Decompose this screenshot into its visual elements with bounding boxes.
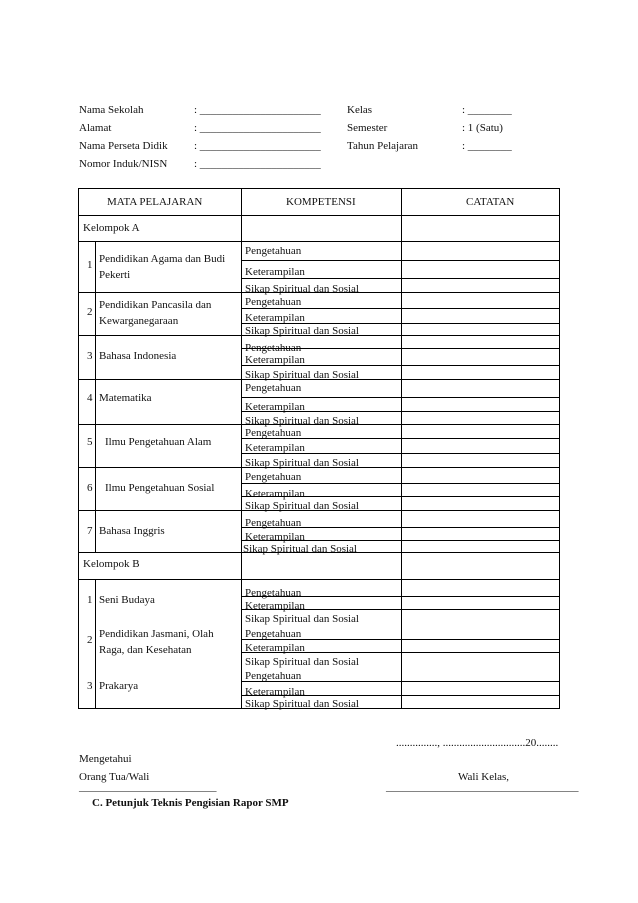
table-rule — [95, 467, 96, 510]
subject-no: 3 — [87, 680, 93, 692]
table-rule — [241, 365, 559, 366]
competency-skills: Keterampilan — [245, 442, 305, 454]
competency-knowledge: Pengetahuan — [245, 382, 302, 394]
subject-name: Prakarya — [99, 680, 139, 692]
subject-name: Seni Budaya — [99, 594, 155, 606]
school-name-value: : ______________________ — [194, 104, 321, 116]
competency-knowledge: Pengetahuan — [245, 342, 302, 354]
table-rule — [241, 681, 559, 682]
competency-skills: Keterampilan — [245, 642, 305, 654]
class-label: Kelas — [347, 104, 373, 116]
competency-attitude: Sikap Spiritual dan Sosial — [245, 325, 359, 337]
competency-skills: Keterampilan — [245, 686, 305, 698]
competency-attitude: Sikap Spiritual dan Sosial — [245, 369, 359, 381]
semester-value: : 1 (Satu) — [462, 122, 503, 134]
subject-no: 7 — [87, 525, 93, 537]
table-rule — [95, 510, 96, 552]
table-rule — [241, 260, 559, 261]
student-name-value: : ______________________ — [194, 140, 321, 152]
competency-skills: Keterampilan — [245, 531, 305, 543]
header-competency: KOMPETENSI — [286, 196, 356, 208]
table-rule — [79, 379, 559, 380]
table-rule — [241, 438, 559, 439]
competency-attitude: Sikap Spiritual dan Sosial — [245, 415, 359, 427]
table-rule — [241, 483, 559, 484]
table-rule — [95, 241, 96, 292]
table-rule — [241, 397, 559, 398]
subject-no: 2 — [87, 634, 93, 646]
competency-attitude: Sikap Spiritual dan Sosial — [245, 500, 359, 512]
subject-name: Pendidikan Pancasila dan Kewarganegaraan — [99, 299, 212, 327]
address-label: Alamat — [79, 122, 112, 134]
subject-name: Pendidikan Jasmani, Olah Raga, dan Kesehatan — [99, 628, 214, 656]
parent-signature-line: _________________________ — [79, 781, 217, 793]
table-rule — [241, 278, 559, 279]
competency-attitude: Sikap Spiritual dan Sosial — [243, 543, 357, 555]
competency-knowledge: Pengetahuan — [245, 587, 302, 599]
subject-name: Pendidikan Agama dan Budi Pekerti — [99, 253, 226, 281]
table-rule — [79, 292, 559, 293]
table-rule — [95, 579, 96, 622]
academic-year-value: : ________ — [462, 140, 512, 152]
table-rule — [241, 527, 559, 528]
acknowledge-label: Mengetahui — [79, 753, 132, 765]
competency-skills: Keterampilan — [245, 312, 305, 324]
competency-skills: Keterampilan — [245, 401, 305, 413]
competency-skills: Keterampilan — [245, 266, 305, 278]
subject-no: 1 — [87, 594, 93, 606]
table-rule — [241, 652, 559, 653]
table-rule — [241, 695, 559, 696]
table-rule — [401, 189, 402, 708]
table-rule — [241, 308, 559, 309]
competency-attitude: Sikap Spiritual dan Sosial — [245, 283, 359, 295]
table-rule — [241, 411, 559, 412]
table-rule — [95, 424, 96, 467]
header-subject: MATA PELAJARAN — [107, 196, 203, 208]
table-rule — [79, 424, 559, 425]
header-notes: CATATAN — [466, 196, 515, 208]
competency-knowledge: Pengetahuan — [245, 628, 302, 640]
table-rule — [241, 323, 559, 324]
table-rule — [241, 496, 559, 497]
competency-skills: Keterampilan — [245, 600, 305, 612]
table-rule — [241, 189, 242, 708]
competency-attitude: Sikap Spiritual dan Sosial — [245, 698, 359, 710]
table-rule — [241, 540, 559, 541]
subject-no: 2 — [87, 306, 93, 318]
competency-knowledge: Pengetahuan — [245, 670, 302, 682]
subject-no: 5 — [87, 436, 93, 448]
subject-no: 4 — [87, 392, 93, 404]
subject-no: 6 — [87, 482, 93, 494]
subject-name: Bahasa Indonesia — [99, 350, 177, 362]
group-b-label: Kelompok B — [83, 558, 140, 570]
competency-attitude: Sikap Spiritual dan Sosial — [245, 613, 359, 625]
class-value: : ________ — [462, 104, 512, 116]
competency-attitude: Sikap Spiritual dan Sosial — [245, 656, 359, 668]
table-rule — [95, 335, 96, 379]
competency-knowledge: Pengetahuan — [245, 296, 302, 308]
competency-knowledge: Pengetahuan — [245, 471, 302, 483]
table-rule — [95, 292, 96, 335]
competency-knowledge: Pengetahuan — [245, 245, 302, 257]
table-rule — [241, 609, 559, 610]
group-a-label: Kelompok A — [83, 222, 140, 234]
date-line: ..............., ..............................20........ — [396, 737, 559, 749]
table-rule — [241, 639, 559, 640]
subject-name: Ilmu Pengetahuan Sosial — [105, 482, 215, 494]
table-rule — [79, 241, 559, 242]
table-rule — [79, 335, 559, 336]
table-rule — [241, 453, 559, 454]
table-rule — [79, 215, 559, 216]
competency-skills: Keterampilan — [245, 354, 305, 366]
parent-label: Orang Tua/Wali — [79, 771, 150, 783]
competency-knowledge: Pengetahuan — [245, 427, 302, 439]
subject-name: Bahasa Inggris — [99, 525, 165, 537]
grades-table — [78, 188, 560, 709]
table-rule — [241, 348, 559, 349]
table-rule — [79, 467, 559, 468]
table-rule — [95, 622, 96, 665]
table-rule — [79, 510, 559, 511]
table-rule — [241, 596, 559, 597]
student-name-label: Nama Perseta Didik — [79, 140, 168, 152]
table-rule — [95, 379, 96, 424]
subject-name: Matematika — [99, 392, 152, 404]
address-value: : ______________________ — [194, 122, 321, 134]
semester-label: Semester — [347, 122, 388, 134]
table-rule — [79, 579, 559, 580]
competency-skills: Keterampilan — [245, 488, 305, 500]
subject-no: 1 — [87, 259, 93, 271]
competency-knowledge: Pengetahuan — [245, 517, 302, 529]
table-rule — [95, 665, 96, 708]
subject-no: 3 — [87, 350, 93, 362]
subject-name: Ilmu Pengetahuan Alam — [105, 436, 212, 448]
competency-attitude: Sikap Spiritual dan Sosial — [245, 457, 359, 469]
homeroom-signature-line: ___________________________________ — [386, 781, 579, 793]
student-id-value: : ______________________ — [194, 158, 321, 170]
student-id-label: Nomor Induk/NISN — [79, 158, 168, 170]
homeroom-teacher-label: Wali Kelas, — [458, 771, 510, 783]
table-rule — [79, 552, 559, 553]
school-name-label: Nama Sekolah — [79, 104, 144, 116]
academic-year-label: Tahun Pelajaran — [347, 140, 419, 152]
section-heading: C. Petunjuk Teknis Pengisian Rapor SMP — [92, 797, 289, 809]
